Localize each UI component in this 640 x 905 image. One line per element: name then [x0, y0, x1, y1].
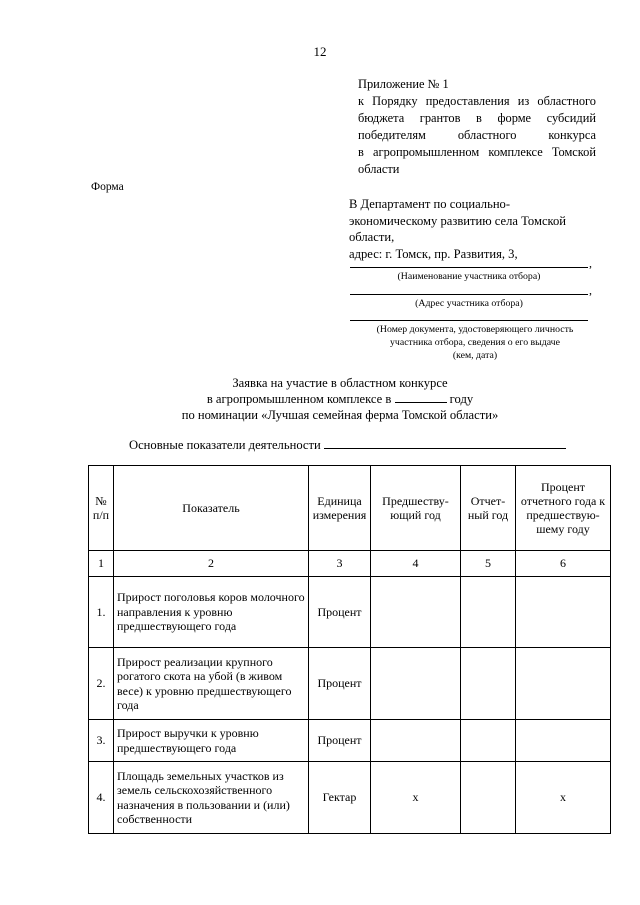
- column-number-row: [89, 551, 611, 577]
- indicators-label: Основные показатели деятельности: [129, 438, 321, 452]
- row-indicator: Прирост выручки к уровню предшествующего года: [114, 720, 309, 762]
- appendix-block: [358, 76, 596, 178]
- page-number: 12: [313, 44, 327, 59]
- comma: ,: [589, 256, 592, 270]
- application-title: [120, 375, 560, 423]
- participant-name-line[interactable]: [350, 267, 588, 268]
- participant-document-line[interactable]: [350, 320, 588, 321]
- row-prev-year-cell[interactable]: х: [371, 762, 461, 834]
- row-current-year-cell[interactable]: [461, 762, 516, 834]
- row-number: 4.: [89, 762, 114, 834]
- column-number: 3: [309, 551, 371, 577]
- row-number: 2.: [89, 648, 114, 720]
- appendix-title: Приложение № 1: [358, 77, 449, 91]
- addressee-block: [349, 196, 599, 262]
- indicators-table: [88, 465, 611, 834]
- comma: ,: [589, 283, 592, 297]
- header-prev-year: Предшеству-ющий год: [371, 466, 461, 551]
- header-unit: Единица измерения: [309, 466, 371, 551]
- table-row: [89, 720, 611, 762]
- row-unit: Процент: [309, 577, 371, 648]
- appendix-line: к Порядку предоставления из областного: [358, 94, 596, 108]
- header-percent: Процент отчетного года к предшествую-шему году: [516, 466, 611, 551]
- appendix-line: области: [358, 162, 400, 176]
- indicators-heading: [129, 436, 566, 453]
- header-indicator: Показатель: [114, 466, 309, 551]
- column-number: 5: [461, 551, 516, 577]
- row-percent-cell[interactable]: [516, 577, 611, 648]
- caption-line: участника отбора, сведения о его выдаче: [390, 337, 560, 348]
- row-unit: Процент: [309, 720, 371, 762]
- title-line-2-start: в агропромышленном комплексе в: [206, 392, 392, 406]
- addressee-line: экономическому развитию села Томской: [349, 213, 567, 228]
- row-indicator: Прирост реализации крупного рогатого скота на убой (в живом весе) к уровню предшествующего года: [114, 648, 309, 720]
- title-line-3: по номинации «Лучшая семейная ферма Томской области»: [181, 408, 499, 422]
- row-current-year-cell[interactable]: [461, 577, 516, 648]
- row-percent-cell[interactable]: [516, 720, 611, 762]
- addressee-line: области,: [349, 230, 395, 244]
- row-unit: Гектар: [309, 762, 371, 834]
- indicators-blank-field[interactable]: [324, 436, 566, 449]
- participant-address-caption: (Адрес участника отбора): [415, 298, 523, 309]
- row-prev-year-cell[interactable]: [371, 577, 461, 648]
- appendix-line: в агропромышленном комплексе Томской: [358, 145, 596, 159]
- row-indicator: Площадь земельных участков из земель сельскохозяйственного назначения в пользовании и (или) собственности: [114, 762, 309, 834]
- title-line-2: [120, 391, 560, 407]
- addressee-line: адрес: г. Томск, пр. Развития, 3,: [349, 246, 518, 261]
- table-row: [89, 648, 611, 720]
- row-percent-cell[interactable]: [516, 648, 611, 720]
- row-indicator: Прирост поголовья коров молочного направления к уровню предшествующего года: [114, 577, 309, 648]
- year-blank-field[interactable]: [395, 391, 447, 403]
- row-percent-cell[interactable]: х: [516, 762, 611, 834]
- caption-line: (кем, дата): [452, 350, 498, 361]
- column-number: 2: [114, 551, 309, 577]
- participant-name-caption: (Наименование участника отбора): [397, 271, 541, 282]
- participant-document-caption: [350, 323, 600, 362]
- row-prev-year-cell[interactable]: [371, 648, 461, 720]
- form-label: Форма: [91, 181, 124, 193]
- row-number: 1.: [89, 577, 114, 648]
- title-line-1: Заявка на участие в областном конкурсе: [232, 376, 448, 390]
- row-current-year-cell[interactable]: [461, 648, 516, 720]
- row-current-year-cell[interactable]: [461, 720, 516, 762]
- participant-address-line[interactable]: [350, 294, 588, 295]
- title-line-2-end: году: [449, 392, 474, 406]
- addressee-line: В Департамент по социально-: [349, 197, 511, 211]
- table-row: [89, 762, 611, 834]
- row-unit: Процент: [309, 648, 371, 720]
- row-number: 3.: [89, 720, 114, 762]
- header-num: № п/п: [89, 466, 114, 551]
- appendix-line: бюджета грантов в форме субсидий: [358, 111, 596, 125]
- column-number: 4: [371, 551, 461, 577]
- table-row: [89, 577, 611, 648]
- row-prev-year-cell[interactable]: [371, 720, 461, 762]
- header-current-year: Отчет-ный год: [461, 466, 516, 551]
- caption-line: (Номер документа, удостоверяющего личность: [376, 324, 574, 335]
- appendix-line: победителям областного конкурса: [358, 128, 596, 142]
- column-number: 1: [89, 551, 114, 577]
- column-number: 6: [516, 551, 611, 577]
